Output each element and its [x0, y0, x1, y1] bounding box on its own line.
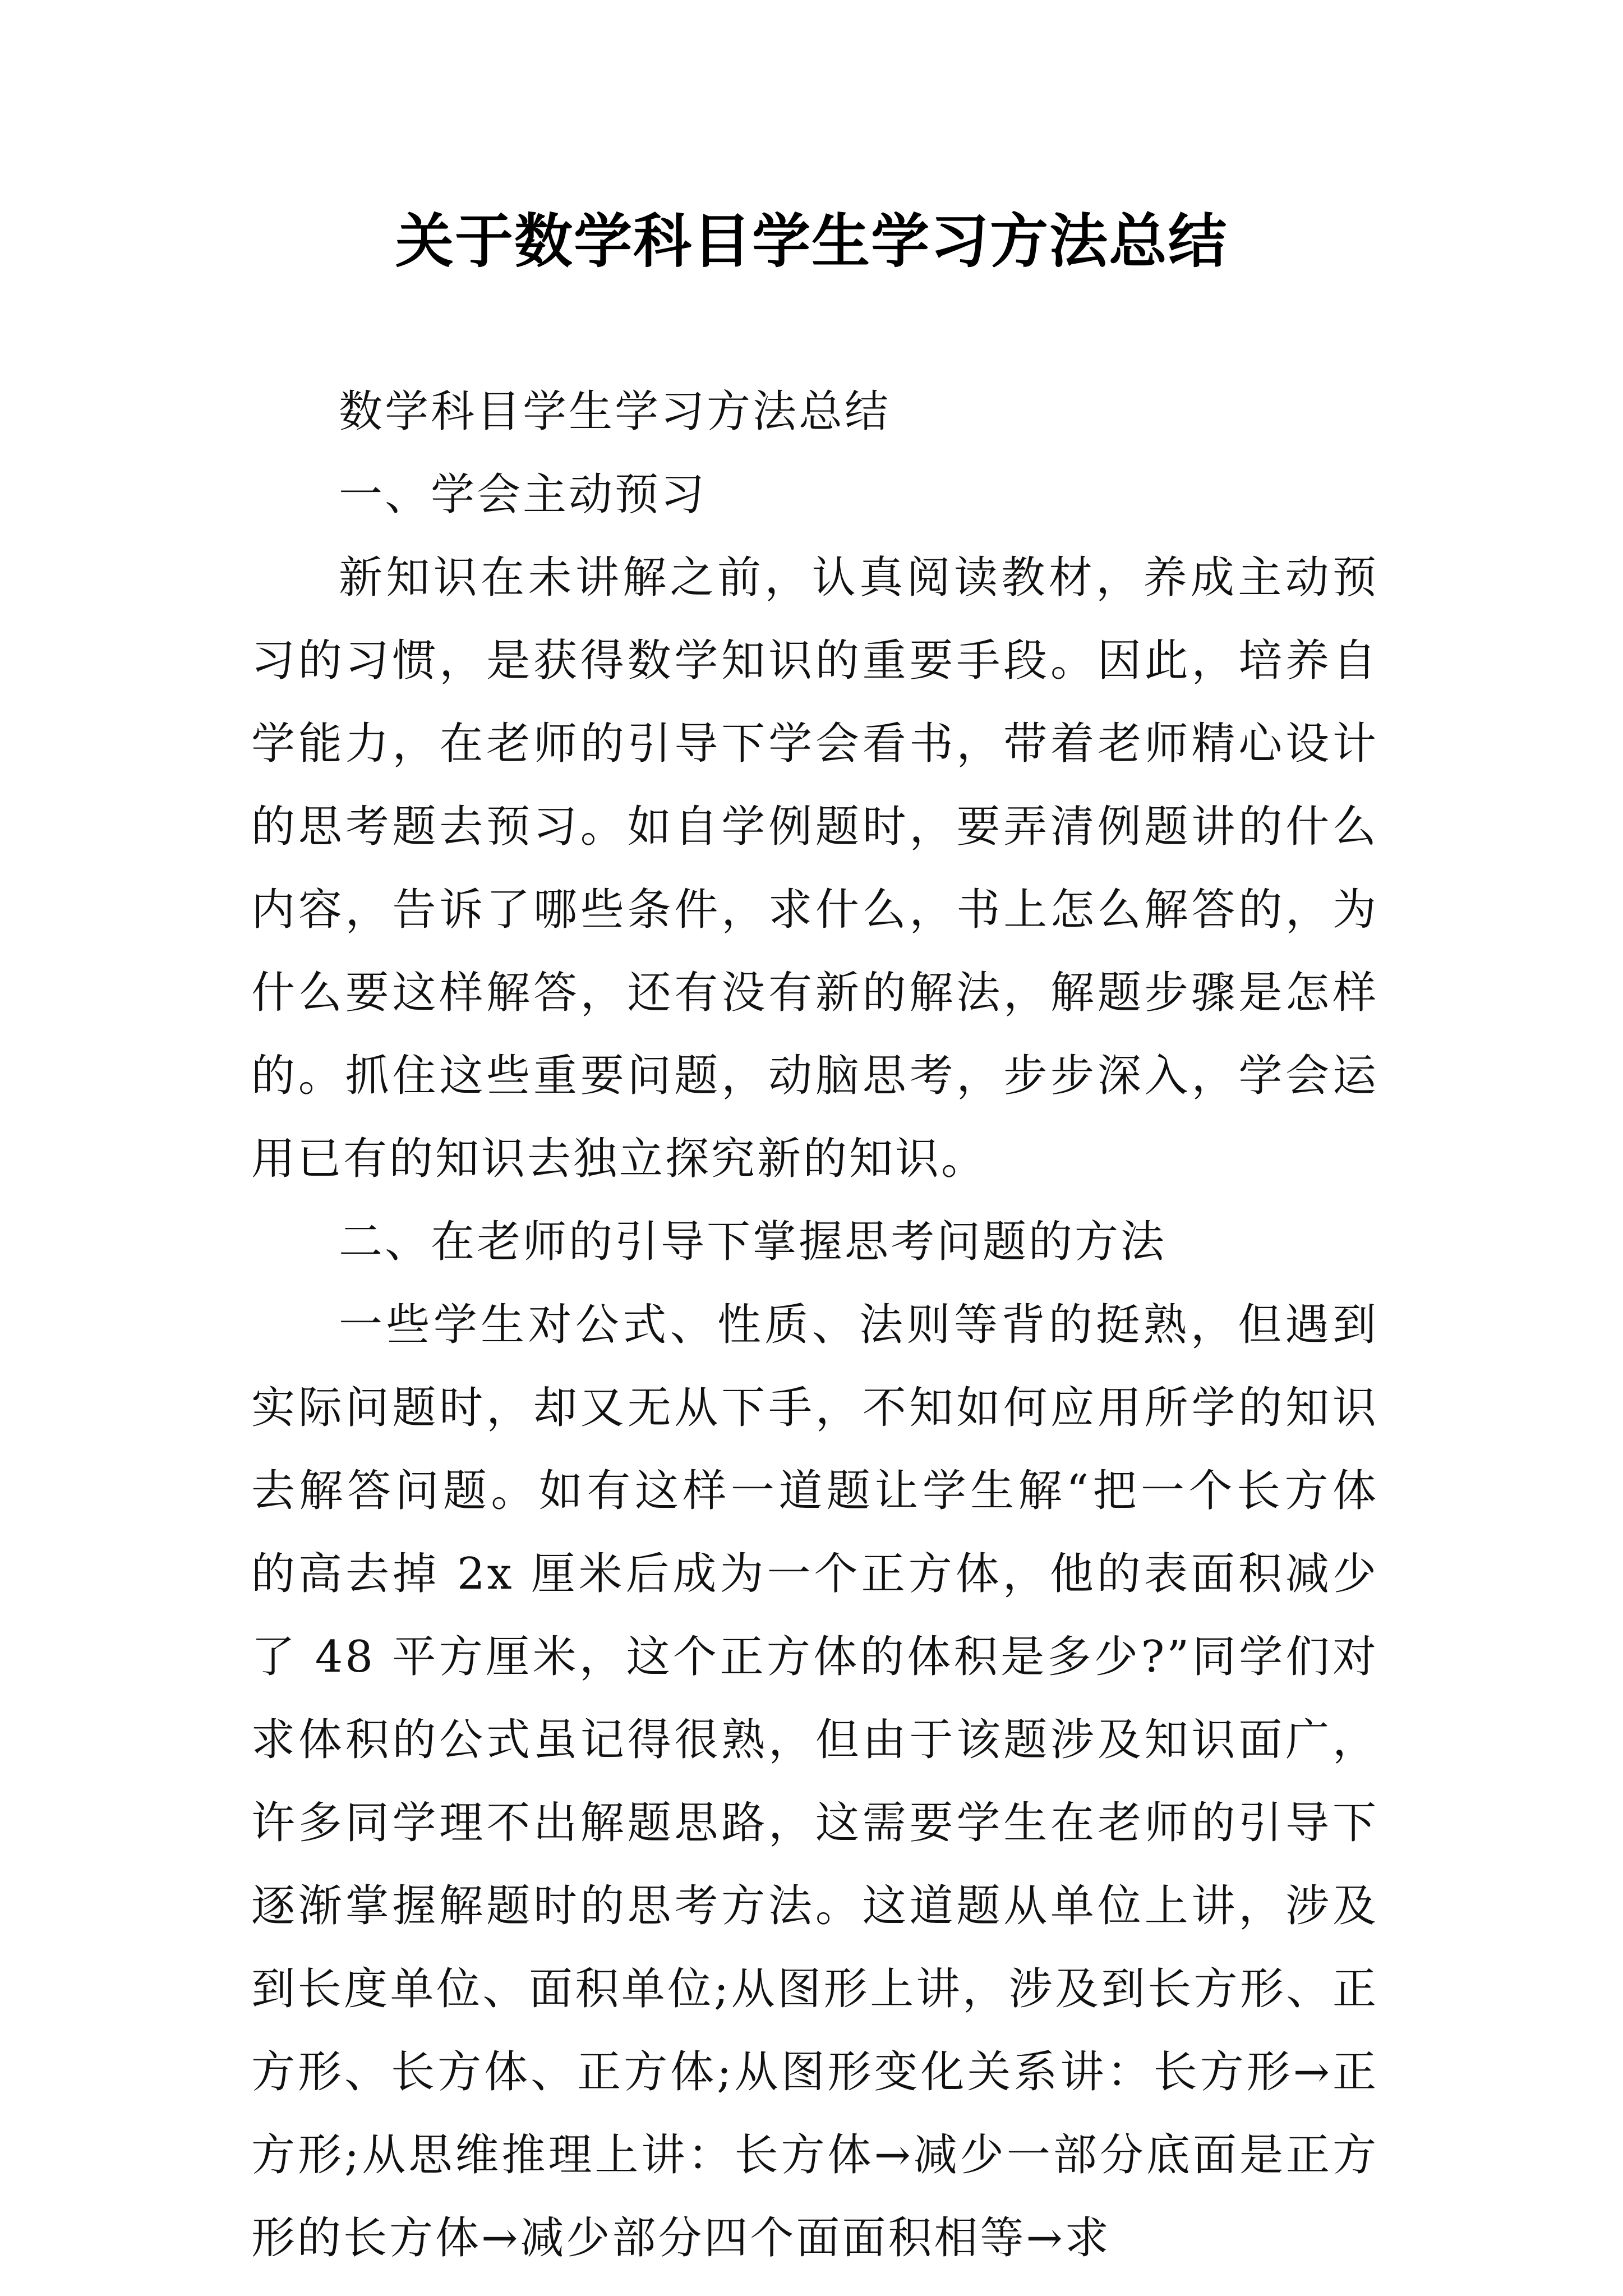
document-title: 关于数学科目学生学习方法总结 — [395, 206, 1228, 275]
document-body — [251, 370, 1378, 2280]
paragraph-subtitle: 数学科目学生学习方法总结 — [339, 386, 891, 437]
section-heading-2: 二、在老师的引导下掌握思考问题的方法 — [339, 1217, 1167, 1267]
paragraph-thinking-method: 一些学生对公式、性质、法则等背的挺熟，但遇到实际问题时，却又无从下手，不知如何应用所学的知识去解答问题。如有这样一道题让学生解“把一个长方体的高去掉 2x 厘米后成为一个正方体，他的表面积减少了 48 平方厘米，这个正方体的体积是多少?”同学们对求体积的公式虽记得很熟，但由于该题涉及知识面广，许多同学理不出解题思路，这需要学生在老师的引导下逐渐掌握解题时的思考方法。这道题从单位上讲，涉及到长度单位、面积单位;从图形上讲，涉及到长方形、正方形、长方体、正方体;从图形变化关系讲：长方形→正方形;从思维推理上讲：长方体→减少一部分底面是正方形的长方体→减少部分四个面面积相等→求 — [251, 1300, 1378, 2263]
paragraph-preview: 新知识在未讲解之前，认真阅读教材，养成主动预习的习惯，是获得数学知识的重要手段。因此，培养自学能力，在老师的引导下学会看书，带着老师精心设计的思考题去预习。如自学例题时，要弄清例题讲的什么内容，告诉了哪些条件，求什么，书上怎么解答的，为什么要这样解答，还有没有新的解法，解题步骤是怎样的。抓住这些重要问题，动脑思考，步步深入，学会运用已有的知识去独立探究新的知识。 — [251, 553, 1378, 1184]
section-heading-1: 一、学会主动预习 — [339, 470, 707, 520]
